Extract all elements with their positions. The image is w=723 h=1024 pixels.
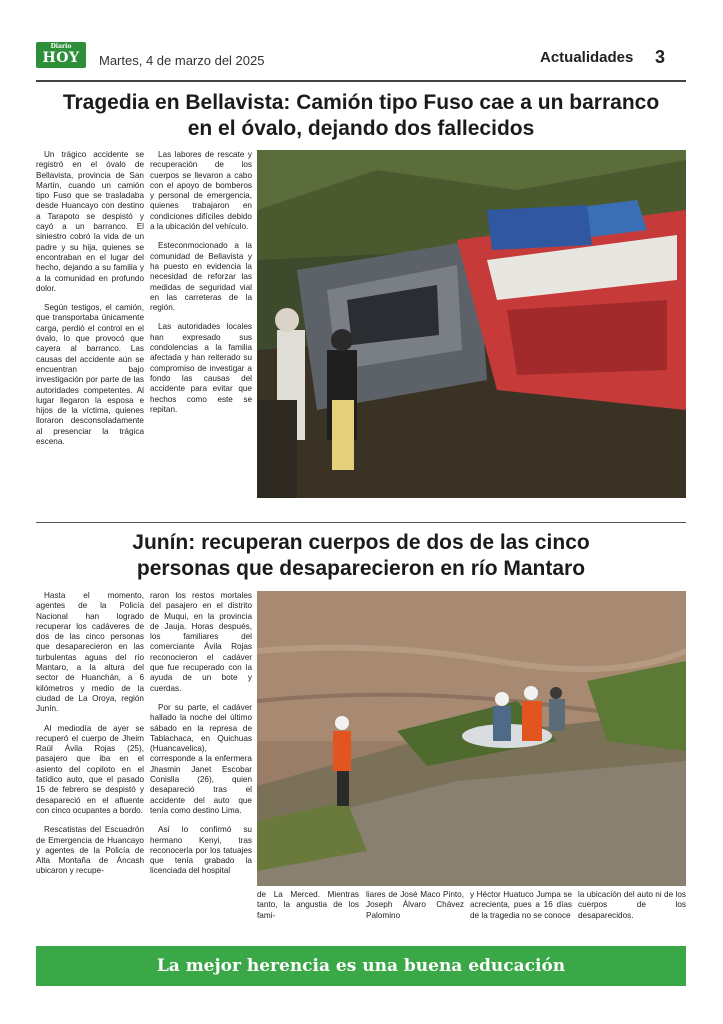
river-rescue-photo: [257, 591, 686, 886]
article1-paragraph: Las autoridades locales han expresado sus condolencias a la familia afectada y han reiterado su compromiso de investigar a fondo las causas del accidente para evitar que hechos como este se repitan.: [150, 322, 252, 414]
article2-paragraph: liares de José Maco Pinto, Joseph Álvaro Chávez Palomino: [366, 890, 464, 920]
article2-headline-line1: Junín: recuperan cuerpos de dos de las cinco: [132, 531, 590, 554]
article-divider: [36, 522, 686, 523]
article2-paragraph: Por su parte, el cadáver hallado la noche del último sábado en la represa de Tablachaca, en Quichuas (Huancavelica), corresponde a la enfermera Jhasmin Janet Escobar Conislla (26), quien desapareció tras el accidente del auto que tenía como destino Lima.: [150, 702, 252, 815]
truck-crash-photo: [257, 150, 686, 498]
article2-paragraph: y Héctor Huatuco Jumpa se acrecienta, pues a 16 días de la tragedia no se conoce: [470, 890, 572, 920]
article1-column-2: [150, 150, 252, 424]
article2-column-2: [150, 591, 252, 886]
article2-paragraph: Al mediodía de ayer se recuperó el cuerpo de Jheim Raúl Ávila Rojas (25), pasajero que iba en el asiento del copiloto en el fatídico auto, que el pasado 15 de febrero se despistó y desapareció en el afluente con cinco ocupantes a bordo.: [36, 723, 144, 815]
issue-date: Martes, 4 de marzo del 2025: [99, 53, 265, 68]
article1-paragraph: Según testigos, el camión, que transportaba únicamente carga, perdió el control en el óvalo, lo que provocó que cayera al barranco. Las causas del accidente aún se encuentran bajo investigación por parte de las autoridades competentes. Al lugar llegaron la esposa e hijos de la víctima, quienes lloraron desconsoladamente al presenciar la trágica escena.: [36, 303, 144, 447]
article1-headline-line1: Tragedia en Bellavista: Camión tipo Fuso cae a un barranco: [62, 91, 660, 114]
article2-column-1: [36, 591, 144, 886]
page-number: 3: [655, 47, 666, 67]
article1-paragraph: Un trágico accidente se registró en el óvalo de Bellavista, provincia de San Martín, cuando un camión tipo Fuso que se trasladaba desde Huancayo con destino a Tarapoto se despistó y cayó a un barranco. El siniestro cobró la vida de un padre y su hija, quienes se encontraban en el lugar del hecho, dejando a su familia y a la comunidad en profundo dolor.: [36, 150, 144, 293]
article1-column-1: [36, 150, 144, 456]
article2-headline-line2: personas que desaparecieron en río Mantaro: [136, 557, 586, 580]
article2-column-3: [257, 890, 359, 930]
article2-column-5: [470, 890, 572, 930]
article2-column-4: [366, 890, 464, 930]
newspaper-logo: [36, 42, 86, 68]
article2-column-6: [578, 890, 686, 930]
article2-headline: [36, 530, 686, 582]
header-divider: [36, 80, 686, 82]
article1-paragraph: Esteconmocionado a la comunidad de Bellavista y ha puesto en evidencia la necesidad de reforzar las medidas de seguridad vial en las carreteras de la región.: [150, 241, 252, 313]
footer-banner-text: La mejor herencia es una buena educación: [156, 956, 566, 976]
article1-headline: [36, 90, 686, 142]
logo-top-text: Diario: [50, 43, 72, 50]
footer-banner: [36, 946, 686, 986]
article1-paragraph: Las labores de rescate y recuperación de los cuerpos se llevaron a cabo con el apoyo de bomberos y personal de emergencia, quienes trabajaron en condiciones difíciles debido a la ubicación del vehículo.: [150, 150, 252, 232]
article2-paragraph: de La Merced. Mientras tanto, la angustia de los fami-: [257, 890, 359, 920]
section-title: Actualidades: [540, 49, 634, 66]
article2-paragraph: la ubicación del auto ni de los cuerpos de los desaparecidos.: [578, 890, 686, 920]
article2-paragraph: Rescatistas del Escuadrón de Emergencia de Huancayo y agentes de la Policía de Alta Montaña de Áncash ubicaron y recupe-: [36, 825, 144, 876]
article1-headline-line2: en el óvalo, dejando dos fallecidos: [187, 117, 535, 140]
article2-paragraph: Así lo confirmó su hermano Kenyi, tras reconocerla por los tatuajes que tenía grabado la licenciada del hospital: [150, 825, 252, 876]
article2-paragraph: Hasta el momento, agentes de la Policía Nacional han logrado recuperar los cadáveres de dos de las cinco personas que desaparecieron en las turbulentas aguas del río Mantaro, a la altura del sector de Huanchán, a 6 kilómetros y medio de la ciudad de La Oroya, región Junín.: [36, 591, 144, 714]
article2-paragraph: raron los restos mortales del pasajero en el distrito de Muqui, en la provincia de Jauja. Horas después, los familiares del comerciante Ávila Rojas reconocieron el cadáver que fue recuperado con la ayuda de un bote y cuerdas.: [150, 591, 252, 693]
logo-main-text: HOY: [42, 50, 80, 66]
